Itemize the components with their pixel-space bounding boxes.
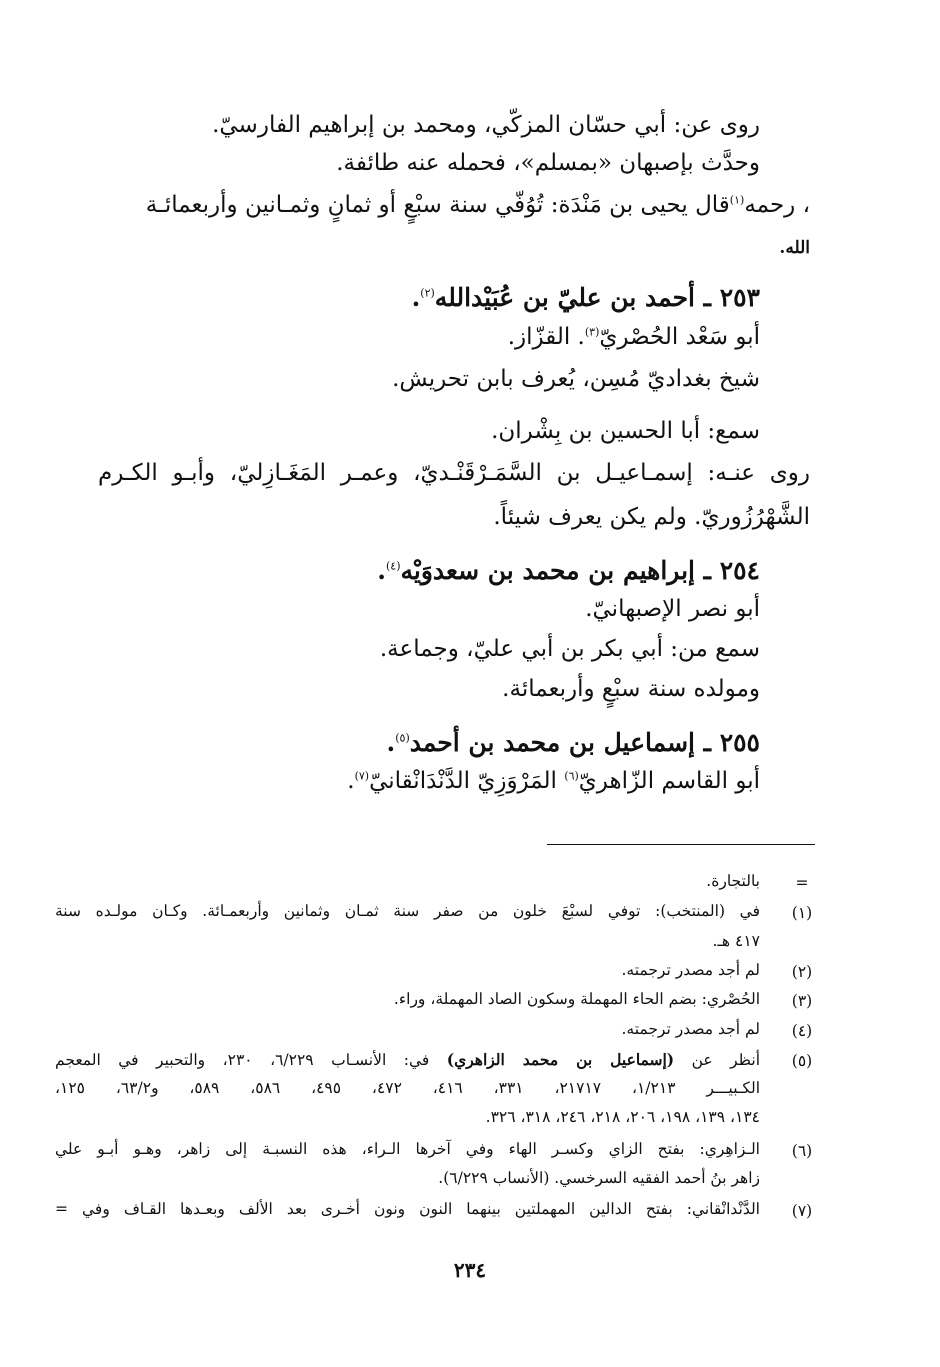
entry-heading-254: ٢٥٤ ـ إبراهيم بن محمد بن سعدوَيْه$^{(٤)}$. — [377, 556, 760, 585]
footnote-number: (٧) — [791, 1202, 813, 1220]
footnote-number: (٦) — [791, 1142, 813, 1160]
footnote-text: لم أجد مصدر ترجمته. — [621, 961, 760, 979]
footnote-text: لم أجد مصدر ترجمته. — [621, 1020, 760, 1038]
footnote-text: أنظر عن (إسماعيل بن محمد الزاهري) في: الأنسـاب ٦/٢٢٩، ٢٣٠، والتحبير في المعجم — [55, 1050, 761, 1069]
footnote-number: = — [795, 874, 809, 892]
body-line: ، رحمه$^{(١)}$قال يحيى بن مَنْدَة: تُوُفّي سنة سبْعٍ أو ثمانٍ وثمـانين وأربعمائـة — [145, 192, 810, 218]
footnote-ref: (٤) — [385, 559, 401, 573]
body-line: سمع: أبا الحسين بن بِشْران. — [491, 418, 760, 444]
footnote-number: (٢) — [791, 963, 813, 981]
footnote-ref: (٦) — [564, 769, 579, 783]
body-line: أبو سَعْد الحُصْريّ$^{(٣)}$. القزّاز. — [507, 324, 760, 350]
body-line: الشَّهْرُزُوريّ. ولم يكن يعرف شيئاً. — [493, 504, 810, 530]
footnote-text: زاهر بنُ أحمد الفقيه السرخسي. (الأنساب ٦/٢٢٩). — [438, 1169, 760, 1187]
footnote-text: الحُصْري: بضم الحاء المهملة وسكون الصاد المهملة، وراء. — [393, 990, 760, 1008]
entry-heading-253: ٢٥٣ ـ أحمد بن عليّ بن عُبَيْدالله$^{(٢)}$. — [411, 283, 760, 312]
footnote-number: (٣) — [791, 992, 813, 1010]
footnote-ref: (٢) — [420, 286, 435, 300]
footnote-text: الدَّنْدانْقاني: بفتح الدالين المهملتين بينهما النون ونون أخـرى بعد الألف وبعـدها القـاف وفي = — [55, 1200, 760, 1218]
footnote-text: ١٣٤، ١٣٩، ١٩٨، ٢٠٦، ٢١٨، ٢٤٦، ٣١٨، ٣٢٦. — [485, 1108, 760, 1126]
body-line: سمع من: أبي بكر بن أبي عليّ، وجماعة. — [379, 636, 760, 662]
footnote-text: الكـبيـــر ١/٢١٣، ٢١٧١٧، ٣٣١، ٤١٦، ٤٧٢، ٤٩٥، ٥٨٦، ٥٨٩، و٦٣/٢، ١٢٥، — [55, 1079, 761, 1097]
body-line: الله. — [779, 238, 810, 258]
body-line: أبو نصر الإصبهانيّ. — [585, 596, 760, 622]
footnote-text: في (المنتخب): توفي لسبْعَ خلون من صفر سنة ثمـان وثمانين وأربعمـائة. وكـان مولـده سنة — [55, 902, 760, 920]
entry-heading-255: ٢٥٥ ـ إسماعيل بن محمد بن أحمد$^{(٥)}$. — [386, 728, 760, 757]
footnote-text: ٤١٧ هـ. — [712, 932, 760, 950]
footnote-number: (٥) — [791, 1052, 813, 1070]
footnote-ref: (٣) — [584, 325, 600, 339]
footnote-ref: (١) — [729, 193, 745, 207]
footnote-text: الـزاهِري: بفتح الزاي وكسـر الهاء وفي آخرها الـراء، هذه النسبـة إلى زاهر، وهـو أبـو علي — [55, 1140, 760, 1158]
footnote-ref: (٥) — [395, 731, 410, 745]
footnote-number: (١) — [791, 904, 813, 922]
footnote-ref: (٧) — [354, 769, 370, 783]
body-line: روى عن: أبي حسّان المزكّي، ومحمد بن إبراهيم الفارسيّ. — [212, 112, 760, 138]
body-line: روى عنـه: إسمـاعيـل بن السَّمَـرْقَنْـديّ، وعمـر المَغَـازِليّ، وأبـو الكـرم — [98, 460, 810, 486]
body-line: ومولده سنة سبْعٍ وأربعمائة. — [502, 676, 760, 702]
body-line: وحدَّث بإصبهان «بمسلم»، فحمله عنه طائفة. — [336, 150, 760, 176]
body-line: أبو القاسم الزّاهريّ$^{(٦)}$ المَرْوَزِيّ الدَّنْدَانْقانيّ$^{(٧)}$. — [347, 768, 760, 794]
footnote-number: (٤) — [791, 1022, 813, 1040]
page-number: ٢٣٤ — [453, 1258, 487, 1282]
body-line: شيخ بغداديّ مُسِن، يُعرف بابن تحريش. — [392, 366, 760, 392]
footnote-text: بالتجارة. — [706, 872, 760, 890]
footnote-separator — [547, 844, 815, 845]
